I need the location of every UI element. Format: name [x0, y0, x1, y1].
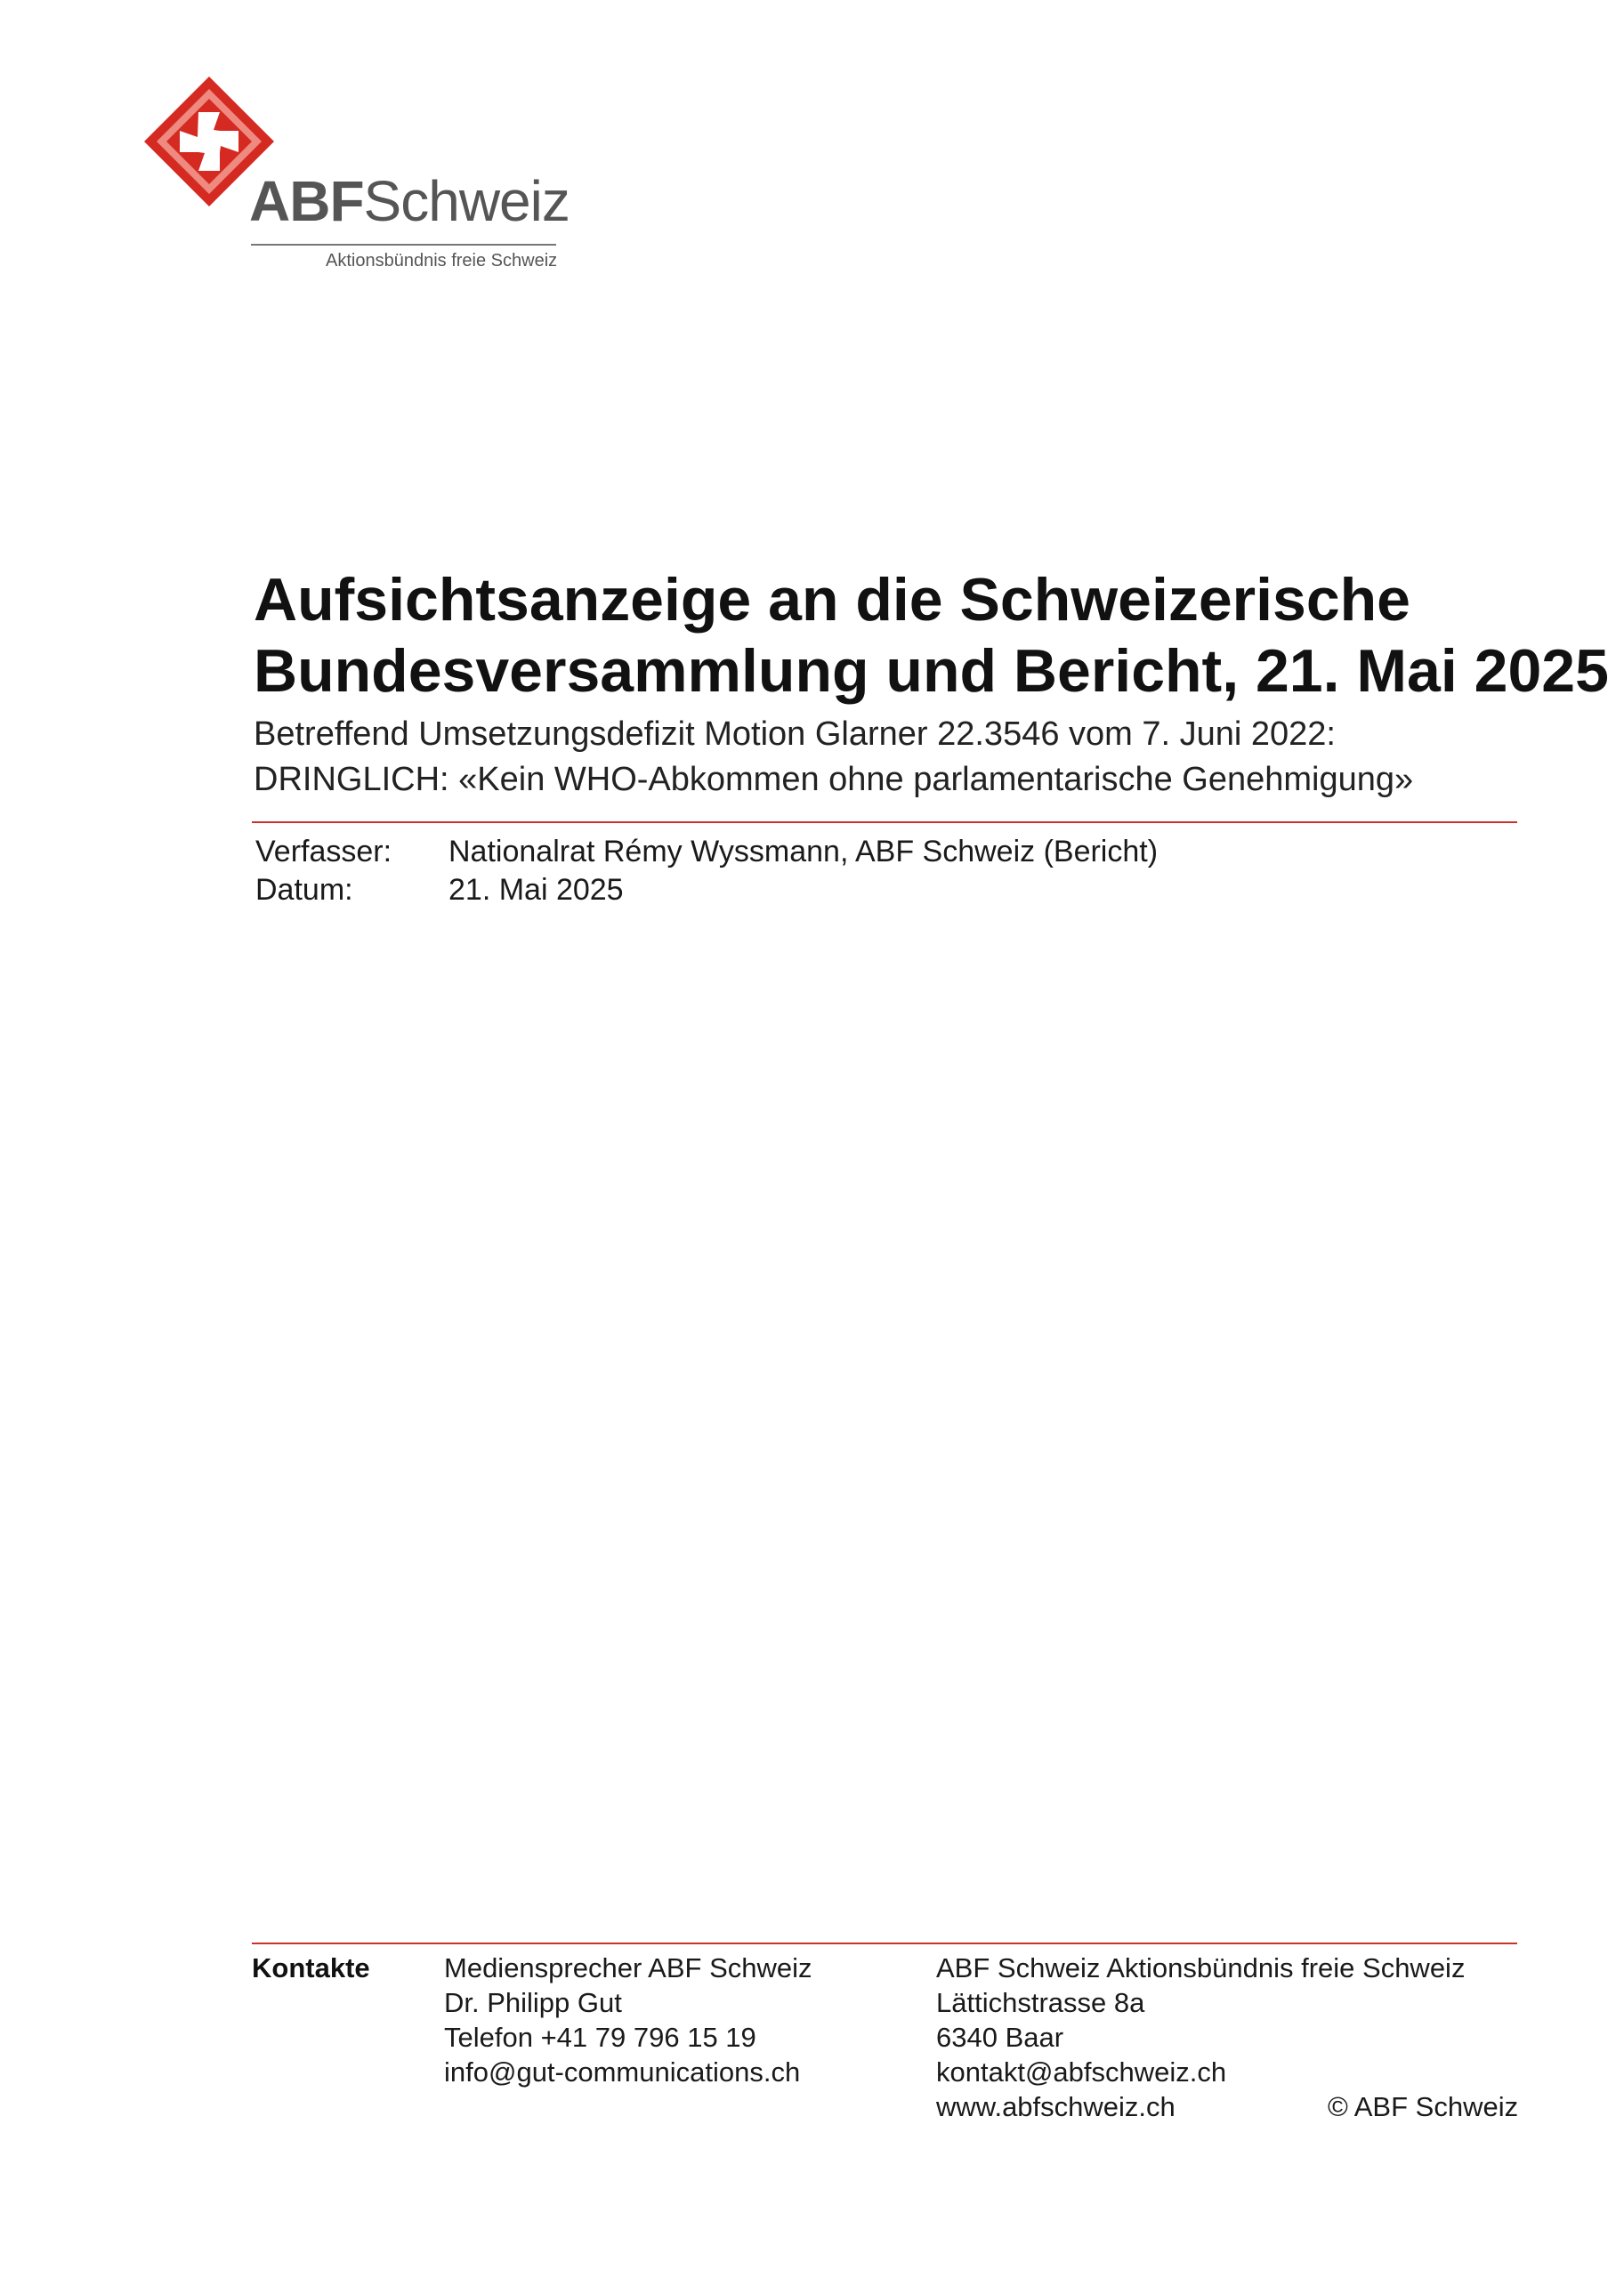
- title-block: [254, 564, 1609, 803]
- logo-divider: [251, 244, 556, 246]
- org-city: 6340 Baar: [936, 2022, 1064, 2053]
- meta-author-row: [255, 833, 1158, 871]
- org-name: ABF Schweiz Aktionsbündnis freie Schweiz: [936, 1952, 1466, 1983]
- press-phone: Telefon +41 79 796 15 19: [444, 2022, 756, 2053]
- logo-wordmark: [249, 169, 570, 233]
- org-street: Lättichstrasse 8a: [936, 1987, 1145, 2018]
- press-role: Mediensprecher ABF Schweiz: [444, 1952, 812, 1983]
- org-website-link[interactable]: www.abfschweiz.ch: [936, 2091, 1176, 2122]
- logo-brand-light: Schweiz: [363, 169, 570, 233]
- logo-tagline: Aktionsbündnis freie Schweiz: [326, 251, 558, 271]
- press-contact: [444, 1951, 812, 2089]
- date-label: Datum:: [255, 873, 353, 907]
- footer-heading: Kontakte: [252, 1952, 370, 1983]
- title-divider: [252, 821, 1517, 823]
- document-meta: [255, 833, 1158, 909]
- document-title-line-2: Bundesversammlung und Bericht, 21. Mai 2025: [254, 637, 1609, 705]
- document-subtitle-line-2: DRINGLICH: «Kein WHO-Abkommen ohne parlamentarische Genehmigung»: [254, 761, 1414, 798]
- copyright-notice: © ABF Schweiz: [1328, 2091, 1519, 2122]
- document-subtitle-line-1: Betreffend Umsetzungsdefizit Motion Glarner 22.3546 vom 7. Juni 2022:: [254, 715, 1336, 753]
- meta-date-row: [255, 871, 1158, 909]
- press-email-link[interactable]: info@gut-communications.ch: [444, 2056, 801, 2088]
- author-value: Nationalrat Rémy Wyssmann, ABF Schweiz (Bericht): [448, 835, 1159, 868]
- press-name: Dr. Philipp Gut: [444, 1987, 622, 2018]
- logo-brand-bold: ABF: [249, 169, 364, 233]
- document-title-line-1: Aufsichtsanzeige an die Schweizerische: [254, 566, 1411, 634]
- author-label: Verfasser:: [255, 835, 392, 868]
- logo: [142, 75, 570, 279]
- org-email-link[interactable]: kontakt@abfschweiz.ch: [936, 2056, 1227, 2088]
- date-value: 21. Mai 2025: [448, 873, 624, 907]
- footer-divider: [252, 1943, 1517, 1944]
